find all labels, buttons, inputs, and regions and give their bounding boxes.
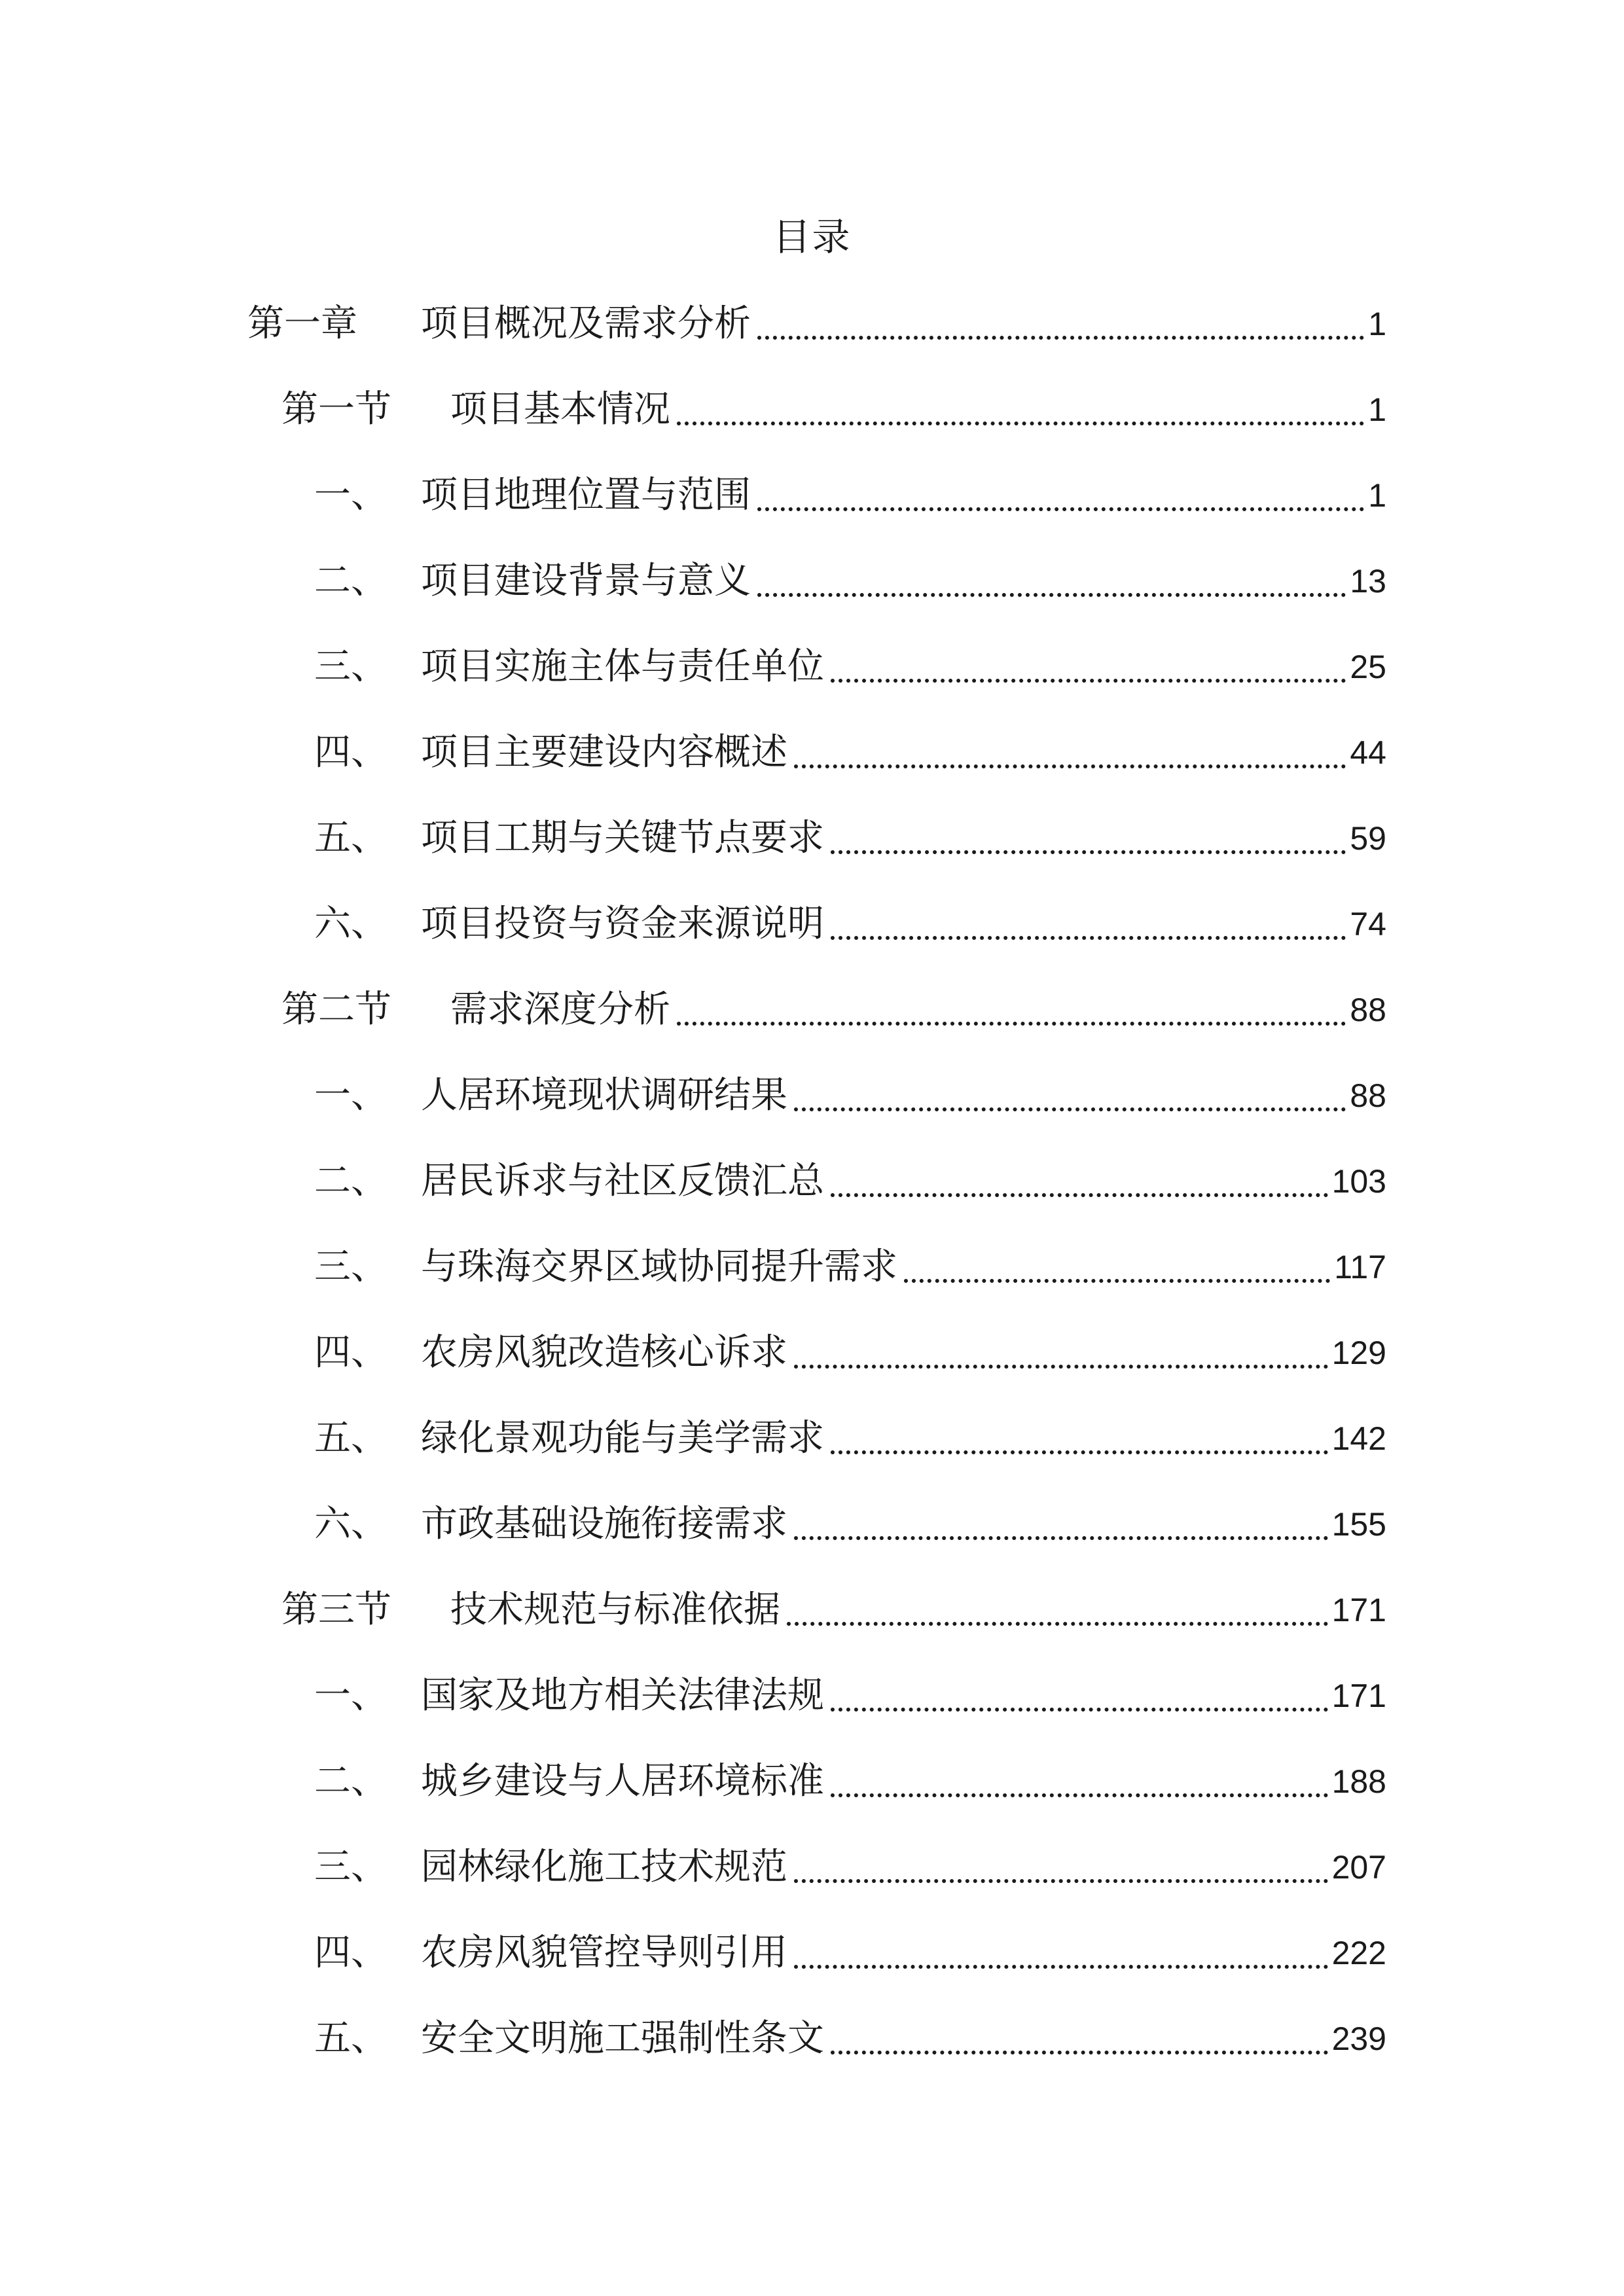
- toc-entry-item[interactable]: [0, 726, 1624, 812]
- toc-page-number: 13: [1350, 563, 1386, 600]
- toc-entry-number: 第一节: [281, 388, 391, 431]
- toc-entry-text: 项目工期与关键节点要求: [421, 817, 824, 859]
- toc-entry-line: [450, 984, 1386, 1036]
- toc-entry-text: 城乡建设与人居环境标准: [421, 1760, 824, 1803]
- toc-entry-line: [450, 384, 1386, 436]
- toc-entry-item[interactable]: [0, 898, 1624, 984]
- toc-entry-number: 第一章: [247, 302, 357, 345]
- toc-page-number: 1: [1368, 477, 1386, 514]
- toc-page-number: 171: [1331, 1592, 1386, 1628]
- toc-entry-number: 二、: [314, 1760, 388, 1803]
- toc-entry-number: 三、: [314, 645, 388, 688]
- toc-entry-item[interactable]: [0, 1241, 1624, 1327]
- toc-entry-line: [421, 1069, 1386, 1122]
- toc-entry-text: 技术规范与标准依据: [450, 1588, 780, 1631]
- toc-dot-leader: [677, 1022, 1346, 1026]
- toc-dot-leader: [757, 336, 1364, 340]
- toc-entry-text: 农房风貌管控导则引用: [421, 1931, 787, 1974]
- toc-entry-line: [421, 1841, 1386, 1893]
- toc-entry-item[interactable]: [0, 812, 1624, 898]
- toc-entry-number: 五、: [314, 817, 388, 859]
- toc-list: [0, 298, 1624, 2098]
- toc-entry-text: 市政基础设施衔接需求: [421, 1503, 787, 1545]
- toc-dot-leader: [757, 507, 1364, 511]
- toc-dot-leader: [831, 679, 1346, 683]
- toc-entry-line: [421, 641, 1386, 693]
- toc-entry-item[interactable]: [0, 2013, 1624, 2098]
- toc-entry-line: [421, 298, 1386, 350]
- toc-dot-leader: [794, 764, 1346, 768]
- toc-entry-line: [421, 1755, 1386, 1808]
- toc-entry-line: [421, 1412, 1386, 1465]
- toc-entry-line: [421, 812, 1386, 865]
- toc-dot-leader: [831, 1708, 1328, 1712]
- toc-page-number: 103: [1331, 1163, 1386, 1200]
- toc-title: 目录: [772, 215, 852, 259]
- toc-page-number: 25: [1350, 649, 1386, 685]
- toc-entry-item[interactable]: [0, 1755, 1624, 1841]
- toc-dot-leader: [794, 1365, 1328, 1369]
- toc-entry-number: 二、: [314, 1160, 388, 1202]
- toc-entry-line: [421, 2013, 1386, 2065]
- toc-entry-number: 一、: [314, 1674, 388, 1717]
- toc-entry-text: 国家及地方相关法律法规: [421, 1674, 824, 1717]
- toc-dot-leader: [794, 1536, 1328, 1540]
- toc-entry-item[interactable]: [0, 1841, 1624, 1927]
- toc-page-number: 171: [1331, 1677, 1386, 1714]
- toc-entry-line: [421, 469, 1386, 522]
- toc-page-number: 142: [1331, 1420, 1386, 1457]
- toc-dot-leader: [677, 422, 1364, 425]
- toc-dot-leader: [794, 1965, 1328, 1969]
- toc-entry-text: 项目投资与资金来源说明: [421, 903, 824, 945]
- toc-page-number: 1: [1368, 391, 1386, 428]
- toc-entry-number: 六、: [314, 1503, 388, 1545]
- toc-page-number: 117: [1334, 1249, 1386, 1285]
- toc-entry-number: 四、: [314, 1931, 388, 1974]
- toc-entry-chapter[interactable]: [0, 298, 1624, 384]
- toc-dot-leader: [831, 936, 1346, 940]
- toc-entry-text: 项目概况及需求分析: [421, 302, 751, 345]
- toc-dot-leader: [831, 2051, 1328, 2054]
- toc-dot-leader: [831, 1793, 1328, 1797]
- toc-dot-leader: [787, 1622, 1328, 1626]
- toc-entry-text: 农房风貌改造核心诉求: [421, 1331, 787, 1374]
- toc-entry-item[interactable]: [0, 1927, 1624, 2013]
- toc-entry-text: 安全文明施工强制性条文: [421, 2017, 824, 2060]
- toc-entry-line: [421, 1241, 1386, 1293]
- toc-entry-item[interactable]: [0, 641, 1624, 726]
- toc-entry-number: 三、: [314, 1846, 388, 1888]
- toc-dot-leader: [794, 1879, 1328, 1883]
- toc-entry-number: 五、: [314, 2017, 388, 2060]
- toc-page-number: 239: [1331, 2020, 1386, 2057]
- toc-dot-leader: [831, 850, 1346, 854]
- toc-entry-number: 五、: [314, 1417, 388, 1460]
- toc-page-number: 88: [1350, 992, 1386, 1028]
- toc-entry-item[interactable]: [0, 555, 1624, 641]
- toc-entry-number: 一、: [314, 474, 388, 516]
- toc-entry-text: 需求深度分析: [450, 988, 670, 1031]
- toc-entry-item[interactable]: [0, 1327, 1624, 1412]
- toc-entry-number: 三、: [314, 1246, 388, 1288]
- toc-dot-leader: [831, 1450, 1328, 1454]
- toc-entry-text: 项目地理位置与范围: [421, 474, 751, 516]
- toc-entry-number: 第二节: [281, 988, 391, 1031]
- toc-entry-number: 第三节: [281, 1588, 391, 1631]
- toc-entry-number: 一、: [314, 1074, 388, 1117]
- toc-entry-text: 居民诉求与社区反馈汇总: [421, 1160, 824, 1202]
- toc-page-number: 222: [1331, 1935, 1386, 1971]
- toc-entry-text: 人居环境现状调研结果: [421, 1074, 787, 1117]
- toc-entry-line: [421, 898, 1386, 950]
- toc-entry-text: 项目主要建设内容概述: [421, 731, 787, 774]
- toc-page-number: 129: [1331, 1335, 1386, 1371]
- toc-entry-section[interactable]: [0, 384, 1624, 469]
- toc-page-number: 1: [1368, 306, 1386, 342]
- toc-entry-item[interactable]: [0, 1498, 1624, 1584]
- toc-dot-leader: [831, 1193, 1328, 1197]
- toc-dot-leader: [794, 1107, 1346, 1111]
- toc-entry-line: [421, 1670, 1386, 1722]
- toc-entry-line: [421, 1327, 1386, 1379]
- toc-dot-leader: [904, 1279, 1330, 1283]
- toc-entry-line: [421, 1927, 1386, 1979]
- toc-entry-text: 园林绿化施工技术规范: [421, 1846, 787, 1888]
- toc-page-number: 88: [1350, 1077, 1386, 1114]
- toc-entry-line: [421, 1498, 1386, 1551]
- toc-entry-item[interactable]: [0, 1155, 1624, 1241]
- toc-entry-section[interactable]: [0, 984, 1624, 1069]
- toc-entry-line: [421, 726, 1386, 779]
- toc-entry-line: [421, 1155, 1386, 1208]
- toc-entry-section[interactable]: [0, 1584, 1624, 1670]
- toc-entry-number: 四、: [314, 731, 388, 774]
- toc-entry-item[interactable]: [0, 1069, 1624, 1155]
- toc-page-number: 59: [1350, 820, 1386, 857]
- toc-entry-text: 项目基本情况: [450, 388, 670, 431]
- toc-page-number: 155: [1331, 1506, 1386, 1543]
- toc-entry-text: 项目实施主体与责任单位: [421, 645, 824, 688]
- toc-page-number: 207: [1331, 1849, 1386, 1886]
- toc-page-number: 44: [1350, 734, 1386, 771]
- toc-entry-line: [450, 1584, 1386, 1636]
- toc-page-number: 74: [1350, 906, 1386, 942]
- toc-dot-leader: [757, 593, 1346, 597]
- toc-entry-number: 六、: [314, 903, 388, 945]
- toc-entry-number: 四、: [314, 1331, 388, 1374]
- toc-entry-text: 绿化景观功能与美学需求: [421, 1417, 824, 1460]
- toc-entry-text: 项目建设背景与意义: [421, 560, 751, 602]
- toc-entry-item[interactable]: [0, 469, 1624, 555]
- toc-entry-line: [421, 555, 1386, 607]
- toc-entry-item[interactable]: [0, 1412, 1624, 1498]
- toc-entry-text: 与珠海交界区域协同提升需求: [421, 1246, 897, 1288]
- toc-entry-number: 二、: [314, 560, 388, 602]
- toc-entry-item[interactable]: [0, 1670, 1624, 1755]
- toc-page-number: 188: [1331, 1763, 1386, 1800]
